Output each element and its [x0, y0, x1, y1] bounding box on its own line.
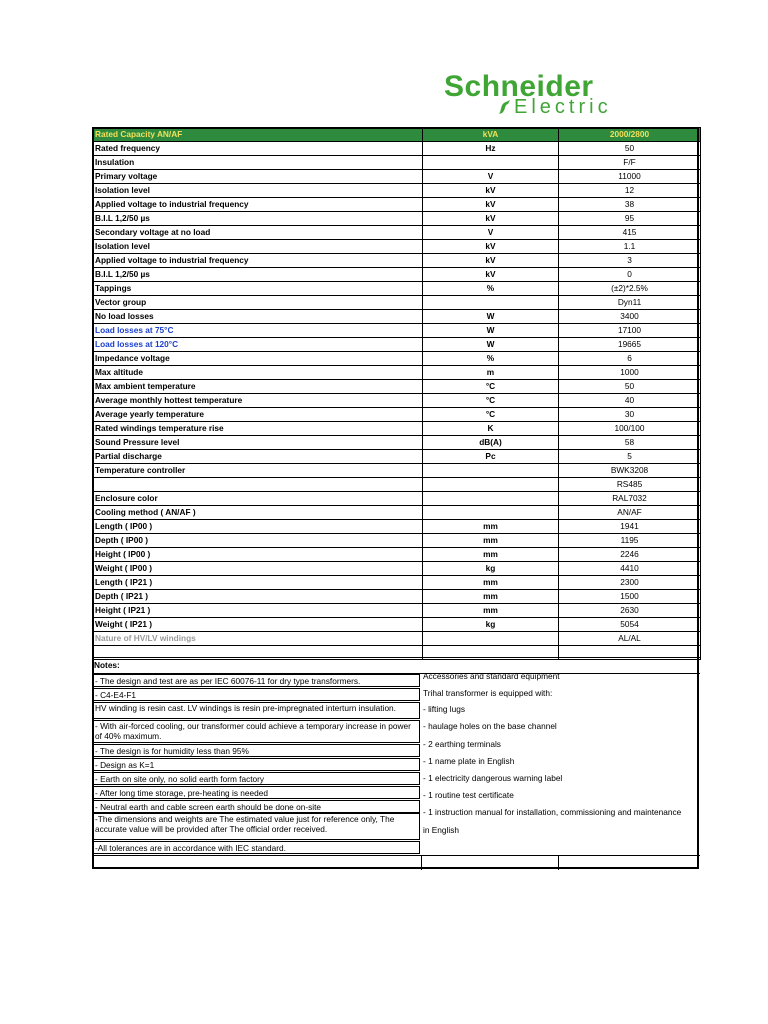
- unit-cell: %: [423, 352, 559, 366]
- parameter-cell: Tappings: [93, 282, 423, 296]
- schneider-electric-logo: [440, 70, 690, 118]
- table-row: [93, 366, 701, 380]
- value-cell: 6: [559, 352, 701, 366]
- table-row: [93, 324, 701, 338]
- value-cell: (±2)*2.5%: [559, 282, 701, 296]
- parameter-cell: Average monthly hottest temperature: [93, 394, 423, 408]
- unit-cell: m: [423, 366, 559, 380]
- unit-cell: °C: [423, 408, 559, 422]
- accessory-item: - 1 electricity dangerous warning label: [423, 773, 563, 783]
- value-cell: 12: [559, 184, 701, 198]
- table-row: [93, 156, 701, 170]
- parameter-cell: Applied voltage to industrial frequency: [93, 254, 423, 268]
- table-row: [93, 254, 701, 268]
- table-row: [93, 506, 701, 520]
- table-row: [93, 338, 701, 352]
- parameter-cell: Nature of HV/LV windings: [93, 632, 423, 646]
- parameter-cell: Insulation: [93, 156, 423, 170]
- table-row: [93, 422, 701, 436]
- note-item: - C4-E4-F1: [92, 688, 420, 701]
- value-cell: 1500: [559, 590, 701, 604]
- value-cell: 100/100: [559, 422, 701, 436]
- parameter-cell: Length ( IP00 ): [93, 520, 423, 534]
- unit-cell: mm: [423, 576, 559, 590]
- accessories-intro: Trihal transformer is equipped with:: [423, 688, 553, 698]
- unit-cell: kV: [423, 268, 559, 282]
- unit-cell: W: [423, 310, 559, 324]
- value-cell: 4410: [559, 562, 701, 576]
- table-row: [93, 226, 701, 240]
- value-cell: 50: [559, 380, 701, 394]
- value-cell: 95: [559, 212, 701, 226]
- table-row: [93, 310, 701, 324]
- parameter-cell: Sound Pressure level: [93, 436, 423, 450]
- value-cell: 17100: [559, 324, 701, 338]
- accessory-item: - 1 instruction manual for installation, commissioning and maintenance: [423, 807, 682, 817]
- unit-cell: W: [423, 324, 559, 338]
- table-row: [93, 548, 701, 562]
- value-cell: 415: [559, 226, 701, 240]
- unit-cell: °C: [423, 394, 559, 408]
- parameter-cell: Isolation level: [93, 184, 423, 198]
- table-row: [93, 576, 701, 590]
- table-row: [93, 520, 701, 534]
- value-cell: 38: [559, 198, 701, 212]
- note-item: - After long time storage, pre-heating is needed: [92, 786, 420, 799]
- value-cell: 40: [559, 394, 701, 408]
- unit-cell: K: [423, 422, 559, 436]
- unit-cell: kg: [423, 618, 559, 632]
- note-item: - The design and test are as per IEC 60076-11 for dry type transformers.: [92, 674, 420, 687]
- specification-table: [92, 127, 701, 660]
- table-row: [93, 478, 701, 492]
- notes-title: Notes:: [94, 660, 120, 670]
- unit-cell: [423, 478, 559, 492]
- table-row: [93, 562, 701, 576]
- table-row: [93, 464, 701, 478]
- unit-cell: kV: [423, 240, 559, 254]
- unit-cell: [423, 464, 559, 478]
- note-item: HV winding is resin cast. LV windings is resin pre-impregnated interturn insulation.: [92, 702, 420, 719]
- unit-cell: °C: [423, 380, 559, 394]
- accessory-item: in English: [423, 825, 459, 835]
- parameter-cell: Height ( IP21 ): [93, 604, 423, 618]
- value-cell: 2246: [559, 548, 701, 562]
- accessory-item: - 1 name plate in English: [423, 756, 515, 766]
- table-row: [93, 618, 701, 632]
- value-cell: RS485: [559, 478, 701, 492]
- parameter-cell: Isolation level: [93, 240, 423, 254]
- value-cell: 58: [559, 436, 701, 450]
- parameter-cell: Depth ( IP21 ): [93, 590, 423, 604]
- table-row: [93, 240, 701, 254]
- note-item: - Neutral earth and cable screen earth should be done on-site: [92, 800, 420, 813]
- parameter-cell: Depth ( IP00 ): [93, 534, 423, 548]
- parameter-cell: Temperature controller: [93, 464, 423, 478]
- parameter-cell: Length ( IP21 ): [93, 576, 423, 590]
- parameter-cell: Rated windings temperature rise: [93, 422, 423, 436]
- table-row: [93, 352, 701, 366]
- unit-cell: dB(A): [423, 436, 559, 450]
- parameter-cell: Impedance voltage: [93, 352, 423, 366]
- value-cell: 1941: [559, 520, 701, 534]
- table-row: [93, 296, 701, 310]
- table-row: [93, 170, 701, 184]
- parameter-cell: [93, 478, 423, 492]
- unit-cell: [423, 296, 559, 310]
- table-row: [93, 450, 701, 464]
- parameter-cell: No load losses: [93, 310, 423, 324]
- unit-cell: [423, 492, 559, 506]
- unit-cell: kV: [423, 184, 559, 198]
- value-cell: 50: [559, 142, 701, 156]
- table-row: [93, 436, 701, 450]
- value-cell: 30: [559, 408, 701, 422]
- table-row: [93, 492, 701, 506]
- parameter-cell: Height ( IP00 ): [93, 548, 423, 562]
- table-row: [93, 142, 701, 156]
- value-cell: 0: [559, 268, 701, 282]
- header-parameter: Rated Capacity AN/AF: [93, 128, 423, 142]
- parameter-cell: Primary voltage: [93, 170, 423, 184]
- note-item: - Earth on site only, no solid earth form factory: [92, 772, 420, 785]
- note-item: - Design as K=1: [92, 758, 420, 771]
- unit-cell: mm: [423, 604, 559, 618]
- value-cell: 1195: [559, 534, 701, 548]
- table-row: [93, 268, 701, 282]
- unit-cell: [423, 506, 559, 520]
- table-row: [93, 394, 701, 408]
- parameter-cell: Vector group: [93, 296, 423, 310]
- table-row: [93, 534, 701, 548]
- parameter-cell: Secondary voltage at no load: [93, 226, 423, 240]
- value-cell: 5054: [559, 618, 701, 632]
- value-cell: 1.1: [559, 240, 701, 254]
- unit-cell: kg: [423, 562, 559, 576]
- unit-cell: V: [423, 170, 559, 184]
- accessory-item: - 2 earthing terminals: [423, 739, 501, 749]
- unit-cell: kV: [423, 198, 559, 212]
- parameter-cell: Applied voltage to industrial frequency: [93, 198, 423, 212]
- accessory-item: - 1 routine test certificate: [423, 790, 514, 800]
- accessories-title: Accessories and standard equipment: [423, 671, 560, 681]
- table-row: [93, 198, 701, 212]
- parameter-cell: Rated frequency: [93, 142, 423, 156]
- unit-cell: [423, 156, 559, 170]
- unit-cell: %: [423, 282, 559, 296]
- table-header-row: [93, 128, 701, 142]
- unit-cell: kV: [423, 212, 559, 226]
- value-cell: 3: [559, 254, 701, 268]
- parameter-cell: Weight ( IP21 ): [93, 618, 423, 632]
- value-cell: 5: [559, 450, 701, 464]
- table-row: [93, 408, 701, 422]
- unit-cell: V: [423, 226, 559, 240]
- value-cell: BWK3208: [559, 464, 701, 478]
- note-item: -The dimensions and weights are The estimated value just for reference only, The accurate value will be provided after The official order received.: [92, 813, 420, 840]
- parameter-cell: Max altitude: [93, 366, 423, 380]
- accessory-item: - haulage holes on the base channel: [423, 721, 557, 731]
- value-cell: 3400: [559, 310, 701, 324]
- table-row: [93, 282, 701, 296]
- header-unit: kVA: [423, 128, 559, 142]
- unit-cell: kV: [423, 254, 559, 268]
- value-cell: 19665: [559, 338, 701, 352]
- note-item: - The design is for humidity less than 95%: [92, 744, 420, 757]
- table-row: [93, 380, 701, 394]
- parameter-cell: Load losses at 120°C: [93, 338, 423, 352]
- table-row: [93, 632, 701, 646]
- divider: [558, 856, 559, 870]
- notes-header-row: [92, 657, 700, 674]
- unit-cell: Hz: [423, 142, 559, 156]
- value-cell: AN/AF: [559, 506, 701, 520]
- table-row: [93, 604, 701, 618]
- value-cell: F/F: [559, 156, 701, 170]
- header-value: 2000/2800: [559, 128, 701, 142]
- accessory-item: - lifting lugs: [423, 704, 465, 714]
- unit-cell: mm: [423, 534, 559, 548]
- logo-wordmark-schneider: Schneider: [444, 70, 594, 103]
- unit-cell: mm: [423, 548, 559, 562]
- parameter-cell: Average yearly temperature: [93, 408, 423, 422]
- divider: [421, 856, 422, 870]
- value-cell: AL/AL: [559, 632, 701, 646]
- logo-wordmark-electric: Electric: [514, 96, 612, 118]
- parameter-cell: B.I.L 1,2/50 µs: [93, 212, 423, 226]
- parameter-cell: Load losses at 75°C: [93, 324, 423, 338]
- table-row: [93, 212, 701, 226]
- notes-bottom-row: [92, 855, 700, 870]
- table-row: [93, 184, 701, 198]
- unit-cell: [423, 632, 559, 646]
- value-cell: 11000: [559, 170, 701, 184]
- note-item: - With air-forced cooling, our transformer could achieve a temporary increase in power of 40% maximum.: [92, 720, 420, 743]
- parameter-cell: Weight ( IP00 ): [93, 562, 423, 576]
- value-cell: Dyn11: [559, 296, 701, 310]
- table-row: [93, 590, 701, 604]
- note-item: -All tolerances are in accordance with IEC standard.: [92, 841, 420, 854]
- unit-cell: W: [423, 338, 559, 352]
- parameter-cell: Cooling method ( AN/AF ): [93, 506, 423, 520]
- value-cell: 2630: [559, 604, 701, 618]
- unit-cell: mm: [423, 590, 559, 604]
- parameter-cell: Partial discharge: [93, 450, 423, 464]
- life-is-on-mark-icon: [496, 98, 512, 116]
- parameter-cell: B.I.L 1,2/50 µs: [93, 268, 423, 282]
- parameter-cell: Enclosure color: [93, 492, 423, 506]
- unit-cell: mm: [423, 520, 559, 534]
- value-cell: RAL7032: [559, 492, 701, 506]
- unit-cell: Pc: [423, 450, 559, 464]
- value-cell: 1000: [559, 366, 701, 380]
- value-cell: 2300: [559, 576, 701, 590]
- parameter-cell: Max ambient temperature: [93, 380, 423, 394]
